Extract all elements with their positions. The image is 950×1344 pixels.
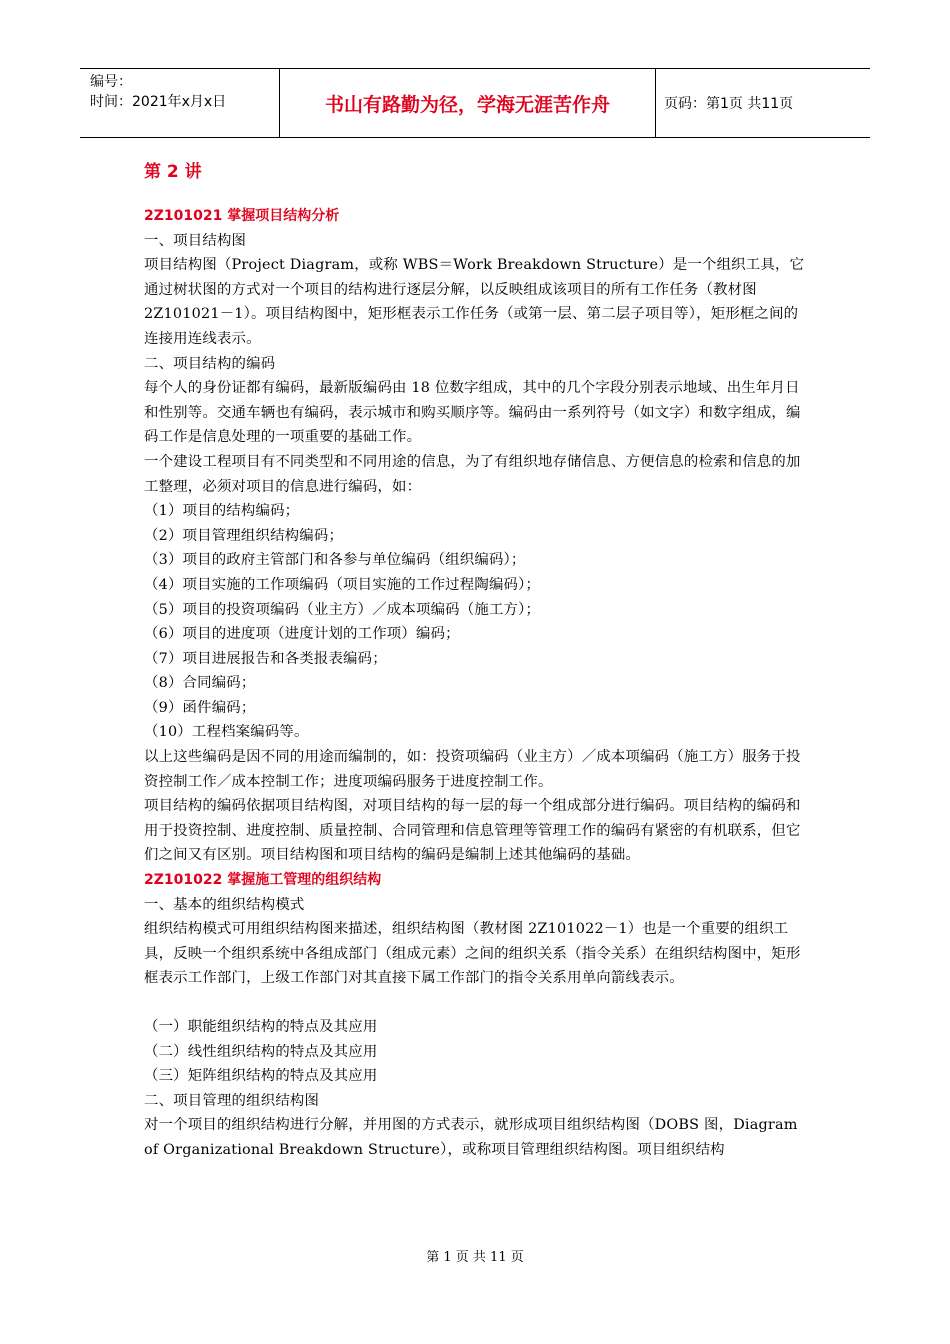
paragraph: 对一个项目的组织结构进行分解，并用图的方式表示，就形成项目组织结构图（DOBS 图，Diagram of Organizational Breakdown Structure），或称项目管理组织结构图。项目组织结构	[144, 1117, 798, 1158]
paragraph: 一个建设工程项目有不同类型和不同用途的信息，为了有组织地存储信息、方便信息的检索和信息的加工整理，必须对项目的信息进行编码，如：	[144, 453, 801, 495]
paragraph: 一、基本的组织结构模式	[144, 896, 305, 913]
list-item: （4）项目实施的工作项编码（项目实施的工作过程陶编码）；	[144, 576, 541, 593]
list-item: （9）函件编码；	[144, 699, 256, 716]
page-header	[80, 68, 870, 138]
paragraph: 二、项目管理的组织结构图	[144, 1092, 320, 1109]
list-item: （2）项目管理组织结构编码；	[144, 527, 344, 544]
list-item: （7）项目进展报告和各类报表编码；	[144, 650, 387, 667]
paragraph: 二、项目结构的编码	[144, 355, 276, 372]
list-item: （10）工程档案编码等。	[144, 724, 309, 741]
list-item: （3）项目的政府主管部门和各参与单位编码（组织编码）；	[144, 552, 526, 569]
header-meta	[80, 69, 280, 137]
list-item: （三）矩阵组织结构的特点及其应用	[144, 1068, 378, 1085]
paragraph: 项目结构的编码依据项目结构图，对项目结构的每一层的每一个组成部分进行编码。项目结构的编码和用于投资控制、进度控制、质量控制、合同管理和信息管理等管理工作的编码有紧密的有机联系，但它们之间又有区别。项目结构图和项目结构的编码是编制上述其他编码的基础。	[144, 798, 801, 864]
header-motto: 书山有路勤为径，学海无涯苦作舟	[280, 69, 656, 137]
paragraph: 一、项目结构图	[144, 232, 247, 249]
header-page-info: 页码：第1页 共11页	[664, 96, 794, 112]
date-label: 时间：2021年x月x日	[90, 94, 227, 110]
list-item: （5）项目的投资项编码（业主方）／成本项编码（施工方）；	[144, 601, 541, 618]
blank-line	[144, 991, 812, 1015]
list-item: （一）职能组织结构的特点及其应用	[144, 1019, 378, 1035]
number-label: 编号：	[90, 74, 132, 90]
document-body	[144, 158, 812, 1163]
list-item: （6）项目的进度项（进度计划的工作项）编码；	[144, 626, 460, 643]
list-item: （1）项目的结构编码；	[144, 503, 300, 520]
paragraph: 以上这些编码是因不同的用途而编制的，如：投资项编码（业主方）／成本项编码（施工方）服务于投资控制工作／成本控制工作；进度项编码服务于进度控制工作。	[144, 749, 801, 790]
list-item: （二）线性组织结构的特点及其应用	[144, 1043, 378, 1060]
paragraph: 组织结构模式可用组织结构图来描述，组织结构图（教材图 2Z101022－1）也是一个重要的组织工具，反映一个组织系统中各组成部门（组成元素）之间的组织关系（指令关系）在组织结构图中，矩形框表示工作部门，上级工作部门对其直接下属工作部门的指令关系用单向箭线表示。	[144, 921, 801, 987]
section-title-1: 2Z101021 掌握项目结构分析	[144, 208, 340, 224]
paragraph: 每个人的身份证都有编码，最新版编码由 18 位数字组成，其中的几个字段分别表示地域、出生年月日和性别等。交通车辆也有编码，表示城市和购买顺序等。编码由一系列符号（如文字）和数字组成，编码工作是信息处理的一项重要的基础工作。	[144, 380, 801, 446]
paragraph: 项目结构图（Project Diagram，或称 WBS＝Work Breakdown Structure）是一个组织工具，它通过树状图的方式对一个项目的结构进行逐层分解，以反映组成该项目的所有工作任务（教材图 2Z101021－1）。项目结构图中，矩形框表示工作任务（或第一层、第二层子项目等），矩形框之间的连接用连线表示。	[144, 257, 805, 347]
page-footer: 第 1 页 共 11 页	[426, 1250, 524, 1265]
list-item: （8）合同编码；	[144, 675, 256, 692]
section-title-2: 2Z101022 掌握施工管理的组织结构	[144, 872, 382, 889]
lecture-title: 第 2 讲	[144, 162, 202, 182]
